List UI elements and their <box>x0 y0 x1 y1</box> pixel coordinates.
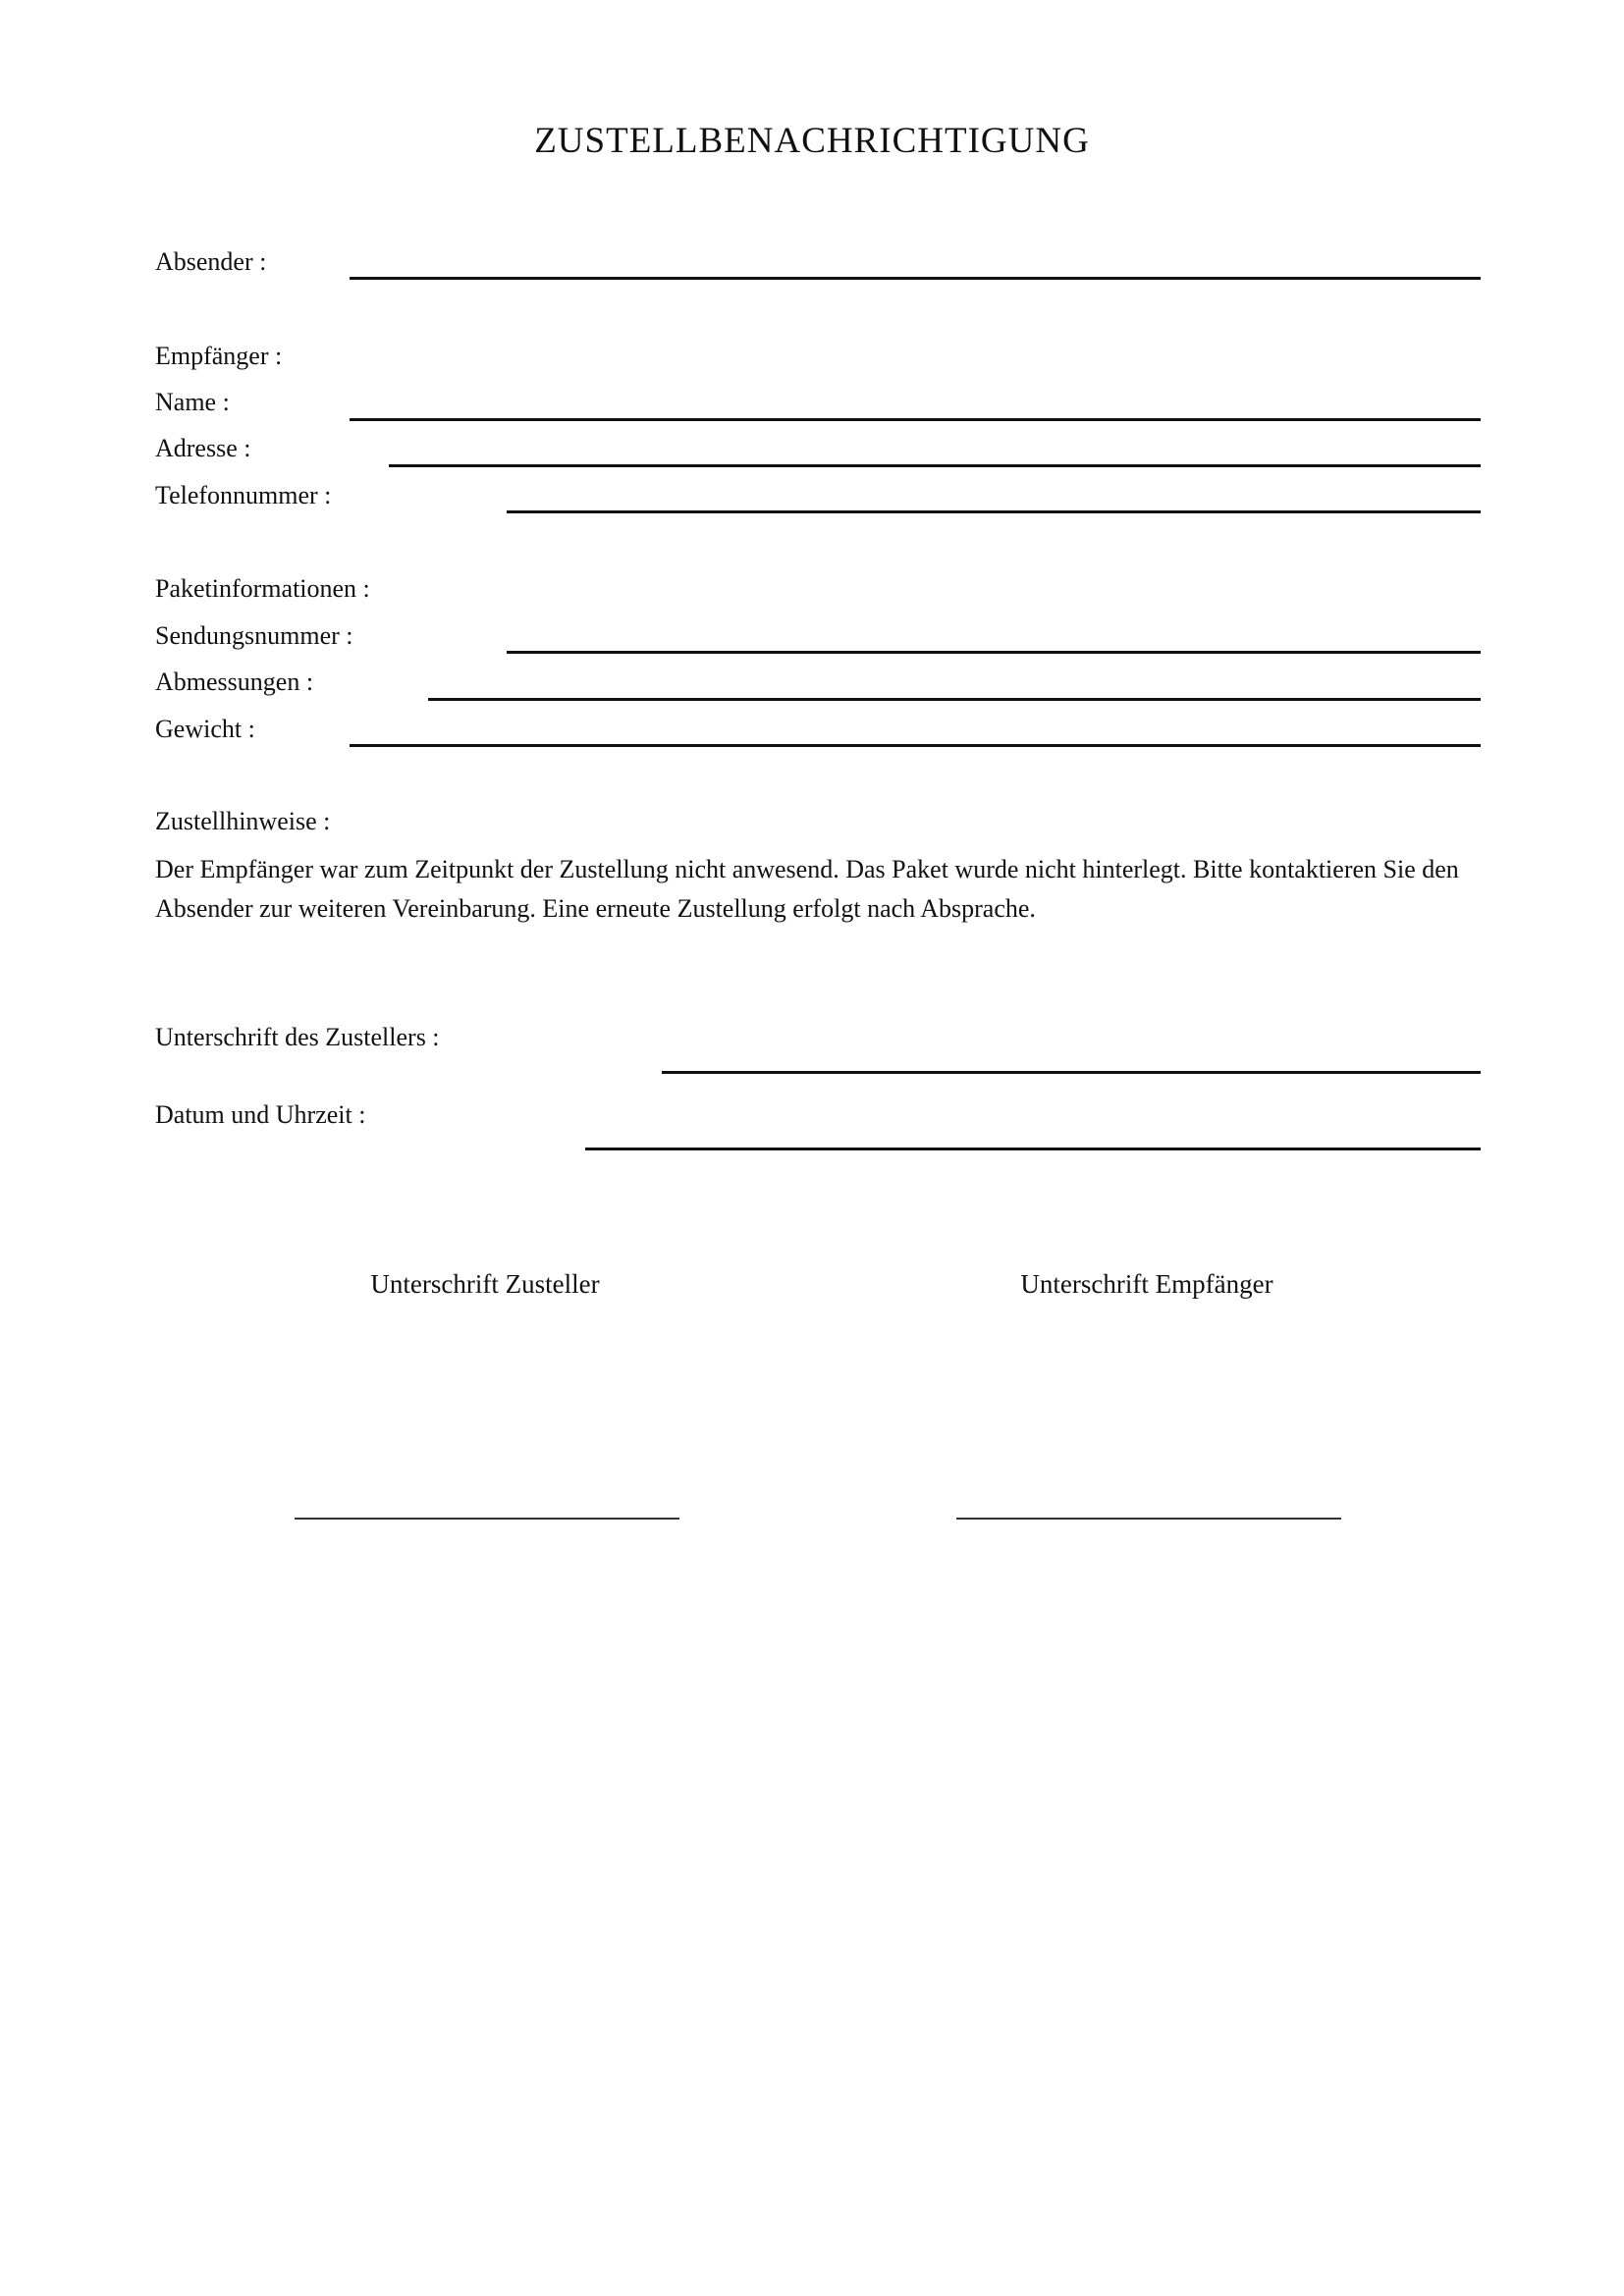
sender-field-line[interactable] <box>350 277 1481 280</box>
recipient-phone-label: Telefonnummer : <box>155 481 332 509</box>
delivery-notes-heading: Zustellhinweise : <box>155 807 331 835</box>
weight-field-line[interactable] <box>350 744 1481 747</box>
recipient-name-field-line[interactable] <box>350 418 1481 421</box>
delivery-notes-text: Der Empfänger war zum Zeitpunkt der Zustellung nicht anwesend. Das Paket wurde nicht hinterlegt. Bitte kontaktieren Sie den Absender zur weiteren Vereinbarung. Eine erneute Zustellung erfolgt nach Absprache. <box>155 855 1459 923</box>
recipient-address-field-line[interactable] <box>389 464 1481 467</box>
courier-signature-field-line[interactable] <box>662 1071 1481 1074</box>
sender-label: Absender : <box>155 247 267 276</box>
package-heading: Paketinformationen : <box>155 574 370 603</box>
dimensions-label: Abmessungen : <box>155 667 314 696</box>
recipient-signature-caption: Unterschrift Empfänger <box>1020 1269 1273 1299</box>
datetime-field-line[interactable] <box>585 1148 1481 1150</box>
recipient-signature-line[interactable] <box>956 1518 1341 1520</box>
courier-signature-line[interactable] <box>295 1518 679 1520</box>
tracking-number-field-line[interactable] <box>507 651 1481 654</box>
dimensions-field-line[interactable] <box>428 698 1481 701</box>
courier-signature-label: Unterschrift des Zustellers : <box>155 1023 440 1051</box>
recipient-address-label: Adresse : <box>155 434 251 462</box>
recipient-phone-field-line[interactable] <box>507 510 1481 513</box>
tracking-number-label: Sendungsnummer : <box>155 621 353 650</box>
weight-label: Gewicht : <box>155 715 255 743</box>
recipient-heading: Empfänger : <box>155 342 283 370</box>
courier-signature-caption: Unterschrift Zusteller <box>370 1269 600 1299</box>
page-title: ZUSTELLBENACHRICHTIGUNG <box>534 121 1090 161</box>
recipient-name-label: Name : <box>155 388 230 416</box>
datetime-label: Datum und Uhrzeit : <box>155 1100 366 1129</box>
